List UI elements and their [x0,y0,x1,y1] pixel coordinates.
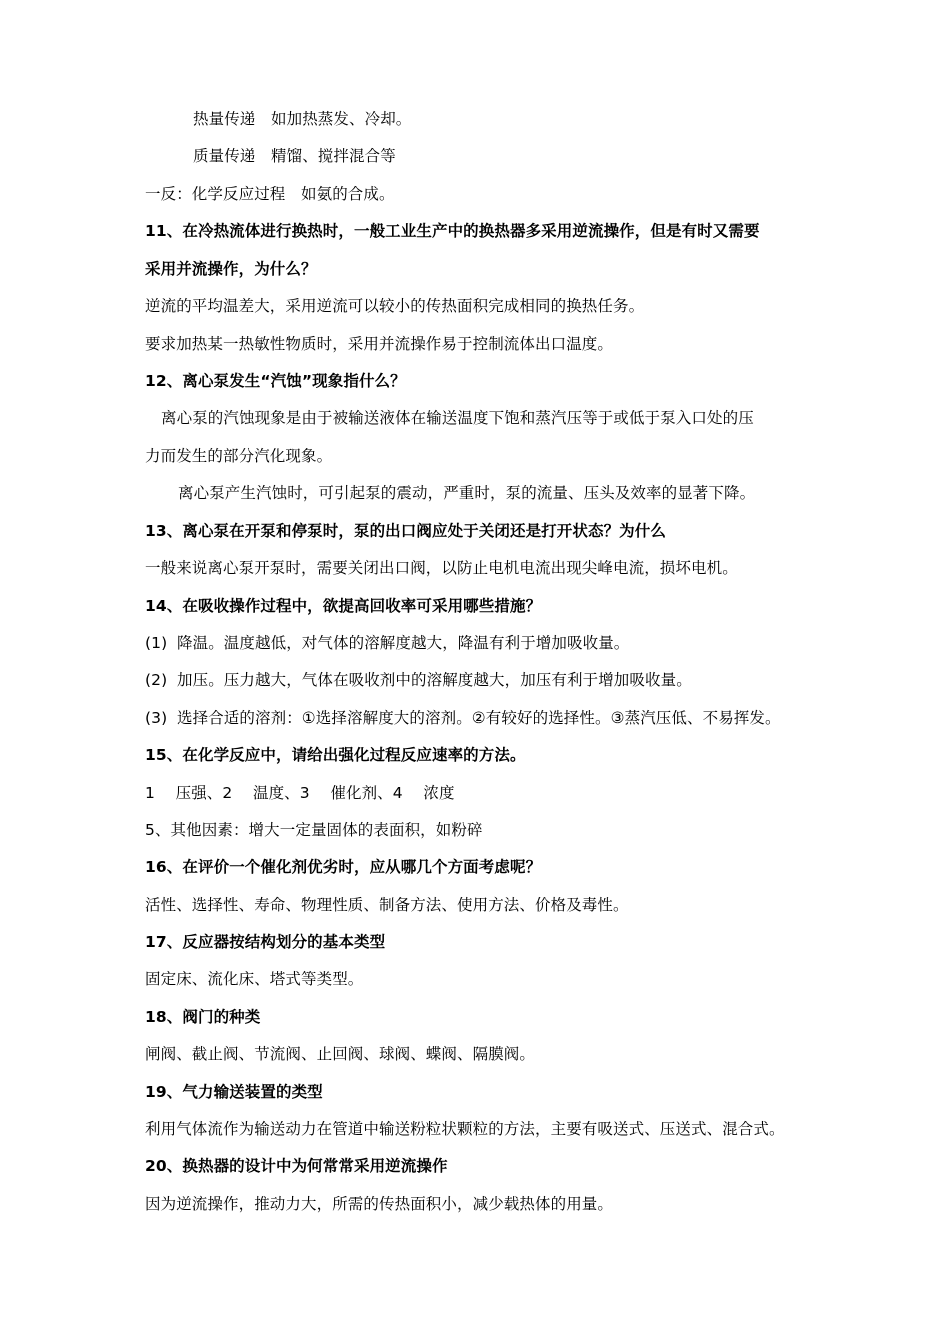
answer-12-line-3: 离心泵产生汽蚀时，可引起泵的震动，严重时，泵的流量、压头及效率的显著下降。 [178,484,756,502]
answer-14-item-2 [145,669,815,691]
list-number: (1) [145,634,168,652]
answer-11-line-2: 要求加热某一热敏性物质时，采用并流操作易于控制流体出口温度。 [145,335,614,353]
list-number: (2) [145,671,168,689]
answer-11-line-1: 逆流的平均温差大，采用逆流可以较小的传热面积完成相同的换热任务。 [145,297,645,315]
question-17: 17、反应器按结构划分的基本类型 [145,933,386,951]
answer-12-line-2: 力而发生的部分汽化现象。 [145,447,333,465]
answer-20: 因为逆流操作，推动力大，所需的传热面积小，减少载热体的用量。 [145,1195,614,1213]
answer-14-item-3 [145,707,815,729]
question-19: 19、气力输送装置的类型 [145,1083,323,1101]
question-12: 12、离心泵发生“汽蚀”现象指什么？ [145,372,406,390]
answer-12-line-1: 离心泵的汽蚀现象是由于被输送液体在输送温度下饱和蒸汽压等于或低于泵入口处的压 [161,409,754,427]
answer-18: 闸阀、截止阀、节流阀、止回阀、球阀、蝶阀、隔膜阀。 [145,1045,536,1063]
text-line-mass-transfer: 质量传递 精馏、搅拌混合等 [193,147,396,165]
list-item-text: 选择合适的溶剂：①选择溶解度大的溶剂。②有较好的选择性。③蒸汽压低、不易挥发。 [177,709,781,727]
question-13: 13、离心泵在开泵和停泵时，泵的出口阀应处于关闭还是打开状态？为什么 [145,522,666,540]
question-16: 16、在评价一个催化剂优劣时，应从哪几个方面考虑呢？ [145,858,542,876]
question-15: 15、在化学反应中，请给出强化过程反应速率的方法。 [145,746,526,764]
question-18: 18、阀门的种类 [145,1008,261,1026]
answer-15-line-2: 5、其他因素：增大一定量固体的表面积，如粉碎 [145,821,483,839]
question-20: 20、换热器的设计中为何常常采用逆流操作 [145,1157,448,1175]
answer-17: 固定床、流化床、塔式等类型。 [145,970,364,988]
answer-13: 一般来说离心泵开泵时，需要关闭出口阀，以防止电机电流出现尖峰电流，损坏电机。 [145,559,738,577]
answer-15-line-1: 1 压强、2 温度、3 催化剂、4 浓度 [145,784,455,802]
answer-19: 利用气体流作为输送动力在管道中输送粉粒状颗粒的方法，主要有吸送式、压送式、混合式。 [145,1120,785,1138]
question-14: 14、在吸收操作过程中，欲提高回收率可采用哪些措施？ [145,597,542,615]
list-number: (3) [145,709,168,727]
answer-14-item-1 [145,632,815,654]
text-line-heat-transfer: 热量传递 如加热蒸发、冷却。 [193,110,412,128]
list-item-text: 加压。压力越大，气体在吸收剂中的溶解度越大，加压有利于增加吸收量。 [177,671,692,689]
question-11-line-1: 11、在冷热流体进行换热时，一般工业生产中的换热器多采用逆流操作，但是有时又需要 [145,222,760,240]
answer-16: 活性、选择性、寿命、物理性质、制备方法、使用方法、价格及毒性。 [145,896,629,914]
text-line-reaction-process: 一反：化学反应过程 如氨的合成。 [145,185,395,203]
question-11-line-2: 采用并流操作，为什么？ [145,260,317,278]
list-item-text: 降温。温度越低，对气体的溶解度越大，降温有利于增加吸收量。 [177,634,630,652]
